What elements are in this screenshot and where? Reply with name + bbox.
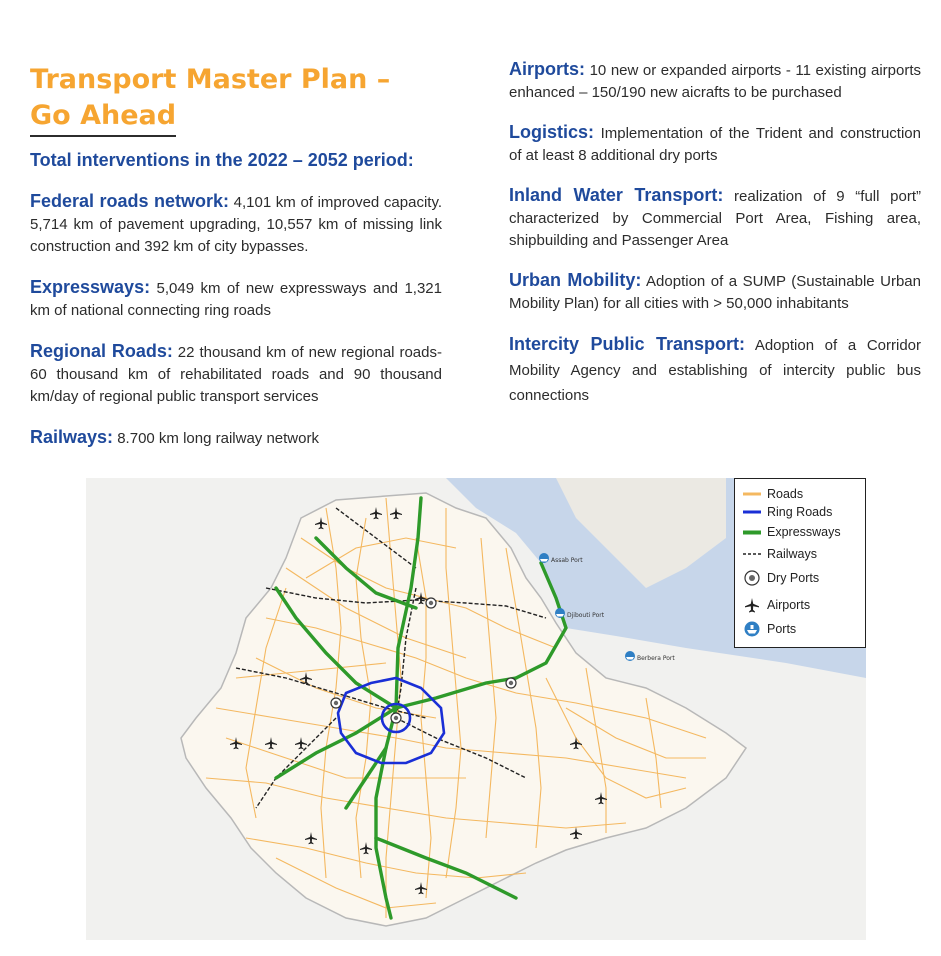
inland-water-text: realization of 9 “full port” characterized by Commercial Port Area, Fishing area, shipbuilding and Passenger Area: [509, 188, 921, 249]
railways-text: 8.700 km long railway network: [113, 430, 319, 447]
inland-water-paragraph: [509, 184, 921, 252]
legend-item-dry-ports: [741, 569, 819, 587]
roads-line-icon: [741, 485, 763, 503]
legend-item-airports: [741, 596, 810, 614]
dry-port-icon: [741, 569, 763, 587]
legend-label-ring-roads: Ring Roads: [767, 505, 833, 519]
legend-item-roads: [741, 485, 803, 503]
intercity-paragraph: [509, 332, 921, 408]
legend-label-airports: Airports: [767, 598, 811, 612]
berbera-port-label: Berbera Port: [637, 655, 675, 662]
legend-label-ports: Ports: [767, 622, 797, 636]
airplane-icon: [741, 596, 763, 614]
railways-paragraph: [30, 426, 442, 450]
federal-roads-heading: Federal roads network:: [30, 191, 229, 211]
page-title: [30, 62, 450, 137]
expressways-text: 5,049 km of new expressways and 1,321 km of national connecting ring roads: [30, 280, 442, 319]
period-subheading: Total interventions in the 2022 – 2052 period:: [30, 150, 414, 170]
legend-item-railways: [741, 545, 817, 563]
ring-roads-line-icon: [741, 503, 763, 521]
right-column: [509, 58, 921, 408]
railways-line-icon: [741, 545, 763, 563]
legend-label-expressways: Expressways: [767, 525, 841, 539]
assab-port-label: Assab Port: [551, 557, 583, 564]
expressways-paragraph: [30, 276, 442, 322]
federal-roads-paragraph: [30, 190, 442, 258]
expressways-heading: Expressways:: [30, 277, 151, 297]
logistics-text: Implementation of the Trident and construction of at least 8 additional dry ports: [509, 125, 921, 164]
airports-text: 10 new or expanded airports - 11 existing airports enhanced – 150/190 new aicrafts to be purchased: [509, 62, 921, 101]
regional-roads-text: 22 thousand km of new regional roads- 60 thousand km of rehabilitated roads and 90 thousand km/day of regional public transport services: [30, 344, 442, 405]
ship-icon: [741, 620, 763, 638]
map-legend: [734, 478, 866, 648]
legend-item-expressways: [741, 523, 841, 541]
regional-roads-paragraph: [30, 340, 442, 408]
airports-heading: Airports:: [509, 59, 585, 79]
urban-mobility-paragraph: [509, 269, 921, 315]
intercity-text: Adoption of a Corridor Mobility Agency and establishing of intercity public bus connections: [509, 337, 921, 404]
urban-mobility-heading: Urban Mobility:: [509, 270, 642, 290]
intercity-heading: Intercity Public Transport:: [509, 334, 745, 354]
federal-roads-text: 4,101 km of improved capacity. 5,714 km of pavement upgrading, 10,557 km of missing link construction and 392 km of city bypasses.: [30, 194, 442, 255]
inland-water-heading: Inland Water Transport:: [509, 185, 724, 205]
djibouti-port-label: Djibouti Port: [567, 612, 605, 619]
legend-label-dry-ports: Dry Ports: [767, 571, 820, 585]
railways-heading: Railways:: [30, 427, 114, 447]
left-column: [30, 190, 442, 450]
title-line-1: Transport Master Plan –: [30, 64, 391, 95]
airports-paragraph: [509, 58, 921, 104]
logistics-paragraph: [509, 121, 921, 167]
expressways-line-icon: [741, 523, 763, 541]
regional-roads-heading: Regional Roads:: [30, 341, 173, 361]
logistics-heading: Logistics:: [509, 122, 595, 142]
urban-mobility-text: Adoption of a SUMP (Sustainable Urban Mobility Plan) for all cities with > 50,000 inhabitants: [509, 273, 921, 312]
legend-item-ring-roads: [741, 503, 832, 521]
legend-item-ports: [741, 620, 796, 638]
legend-label-railways: Railways: [767, 547, 818, 561]
legend-label-roads: Roads: [767, 487, 804, 501]
title-line-2: Go Ahead: [30, 98, 176, 137]
